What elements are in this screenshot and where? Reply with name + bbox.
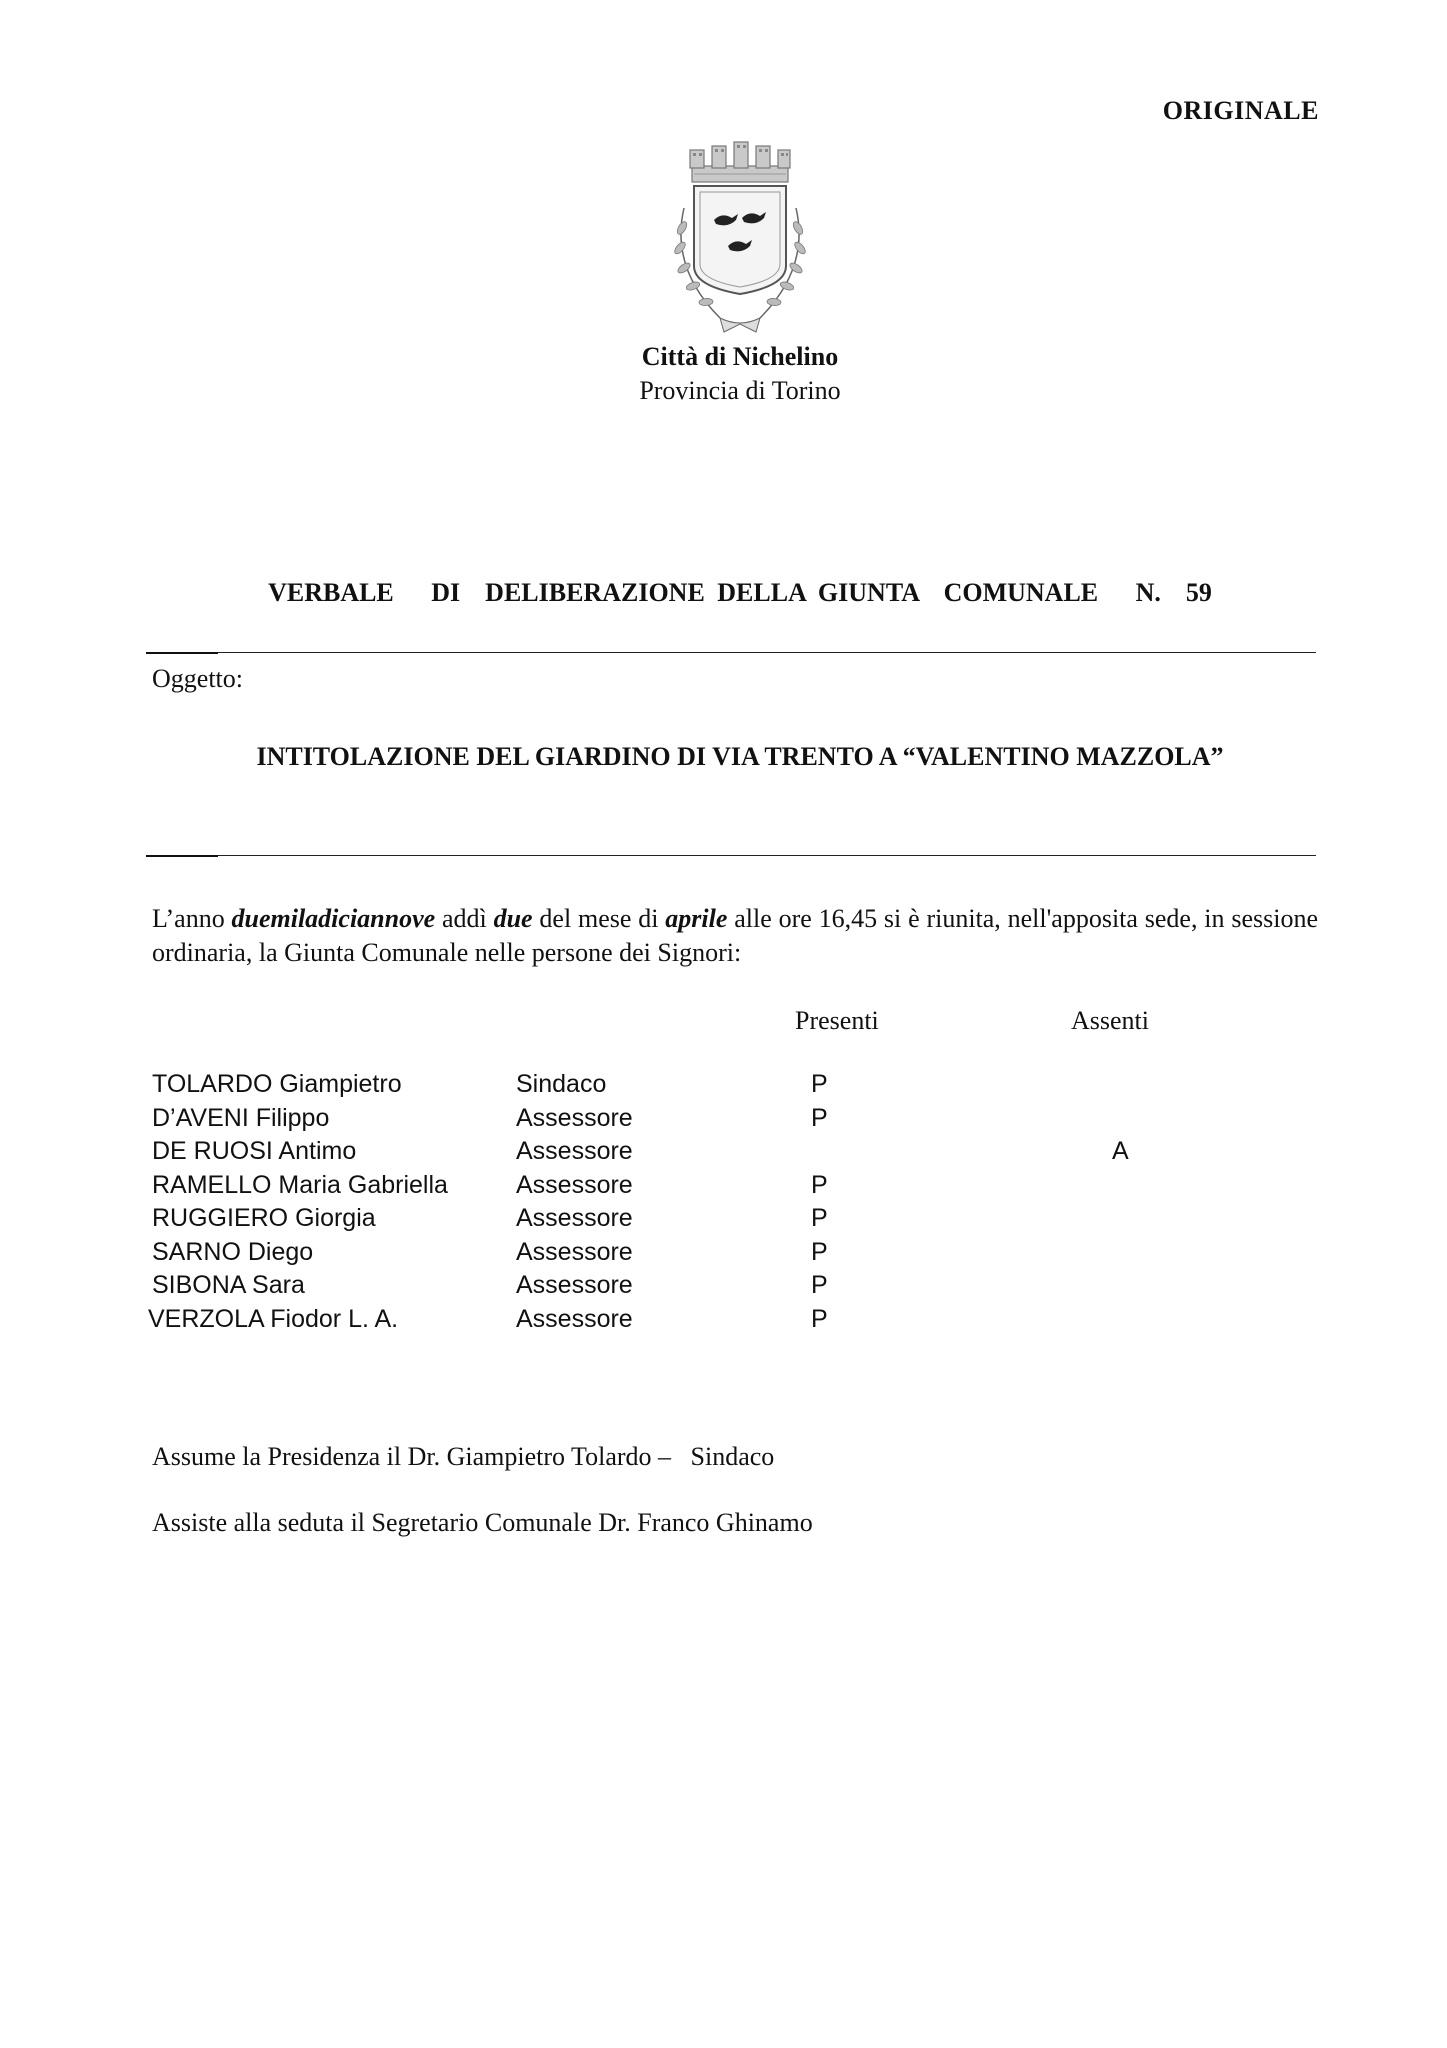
member-name: RAMELLO Maria Gabriella: [152, 1170, 448, 1199]
member-name: SIBONA Sara: [152, 1271, 305, 1299]
member-row: [152, 1171, 1318, 1205]
member-name: DE RUOSI Antimo: [152, 1137, 357, 1165]
member-role: Assessore: [516, 1271, 633, 1299]
member-present-mark: P: [811, 1304, 828, 1333]
member-present-mark: P: [811, 1204, 828, 1232]
column-header-absent: Assenti: [1071, 1006, 1149, 1035]
member-present-mark: P: [811, 1271, 828, 1299]
member-present-mark: P: [811, 1103, 828, 1132]
province-name: Provincia di Torino: [639, 376, 841, 405]
member-present-mark: P: [811, 1170, 828, 1199]
intro-text: L’anno: [152, 904, 232, 933]
subject-text: INTITOLAZIONE DEL GIARDINO DI VIA TRENTO A “VALENTINO MAZZOLA”: [256, 742, 1224, 771]
divider-top: [146, 652, 1316, 653]
document-status: ORIGINALE: [1162, 96, 1319, 125]
member-present-mark: P: [811, 1070, 828, 1098]
member-name: SARNO Diego: [152, 1237, 314, 1266]
member-row: [148, 1304, 1318, 1339]
intro-paragraph: [152, 902, 1318, 970]
presidency-line: Assume la Presidenza il Dr. Giampietro Tolardo – Sindaco: [152, 1442, 775, 1471]
member-name: RUGGIERO Giorgia: [152, 1204, 376, 1232]
secretary-line: Assiste alla seduta il Segretario Comunale Dr. Franco Ghinamo: [152, 1508, 813, 1537]
member-role: Assessore: [516, 1170, 633, 1199]
member-name: TOLARDO Giampietro: [152, 1070, 402, 1098]
member-role: Assessore: [516, 1237, 633, 1266]
intro-day: due: [493, 904, 533, 933]
members-list: [148, 1070, 1318, 1338]
member-row: [152, 1137, 1318, 1171]
member-row: [152, 1104, 1318, 1138]
divider-stub: [146, 652, 218, 654]
member-role: Sindaco: [516, 1070, 607, 1098]
intro-month: aprile: [665, 904, 728, 933]
member-row: [152, 1271, 1318, 1305]
intro-text: addì: [435, 904, 494, 933]
divider-stub: [146, 855, 218, 857]
member-row: [152, 1070, 1318, 1104]
document-title: VERBALE DI DELIBERAZIONE DELLA GIUNTA COMUNALE N. 59: [268, 578, 1212, 607]
subject-label: Oggetto:: [152, 664, 243, 693]
member-role: Assessore: [516, 1304, 633, 1333]
member-role: Assessore: [516, 1103, 633, 1132]
divider-bottom: [146, 855, 1316, 856]
member-row: [152, 1238, 1318, 1272]
member-row: [152, 1204, 1318, 1238]
member-absent-mark: A: [1112, 1137, 1129, 1165]
member-role: Assessore: [516, 1204, 633, 1232]
intro-text: alle ore 16,45 si è riunita, nell'apposita sede, in sessione ordinaria, la Giunta Comunale nelle persone dei Signori:: [152, 904, 1318, 967]
member-role: Assessore: [516, 1137, 633, 1165]
column-header-present: Presenti: [795, 1006, 879, 1035]
member-name: D’AVENI Filippo: [152, 1103, 330, 1132]
intro-text: del mese di: [532, 904, 666, 933]
member-present-mark: P: [811, 1237, 828, 1266]
member-name: VERZOLA Fiodor L. A.: [148, 1304, 399, 1333]
city-coat-of-arms-icon: [660, 128, 820, 338]
city-name: Città di Nichelino: [641, 342, 839, 371]
intro-year: duemiladiciannove: [231, 904, 436, 933]
